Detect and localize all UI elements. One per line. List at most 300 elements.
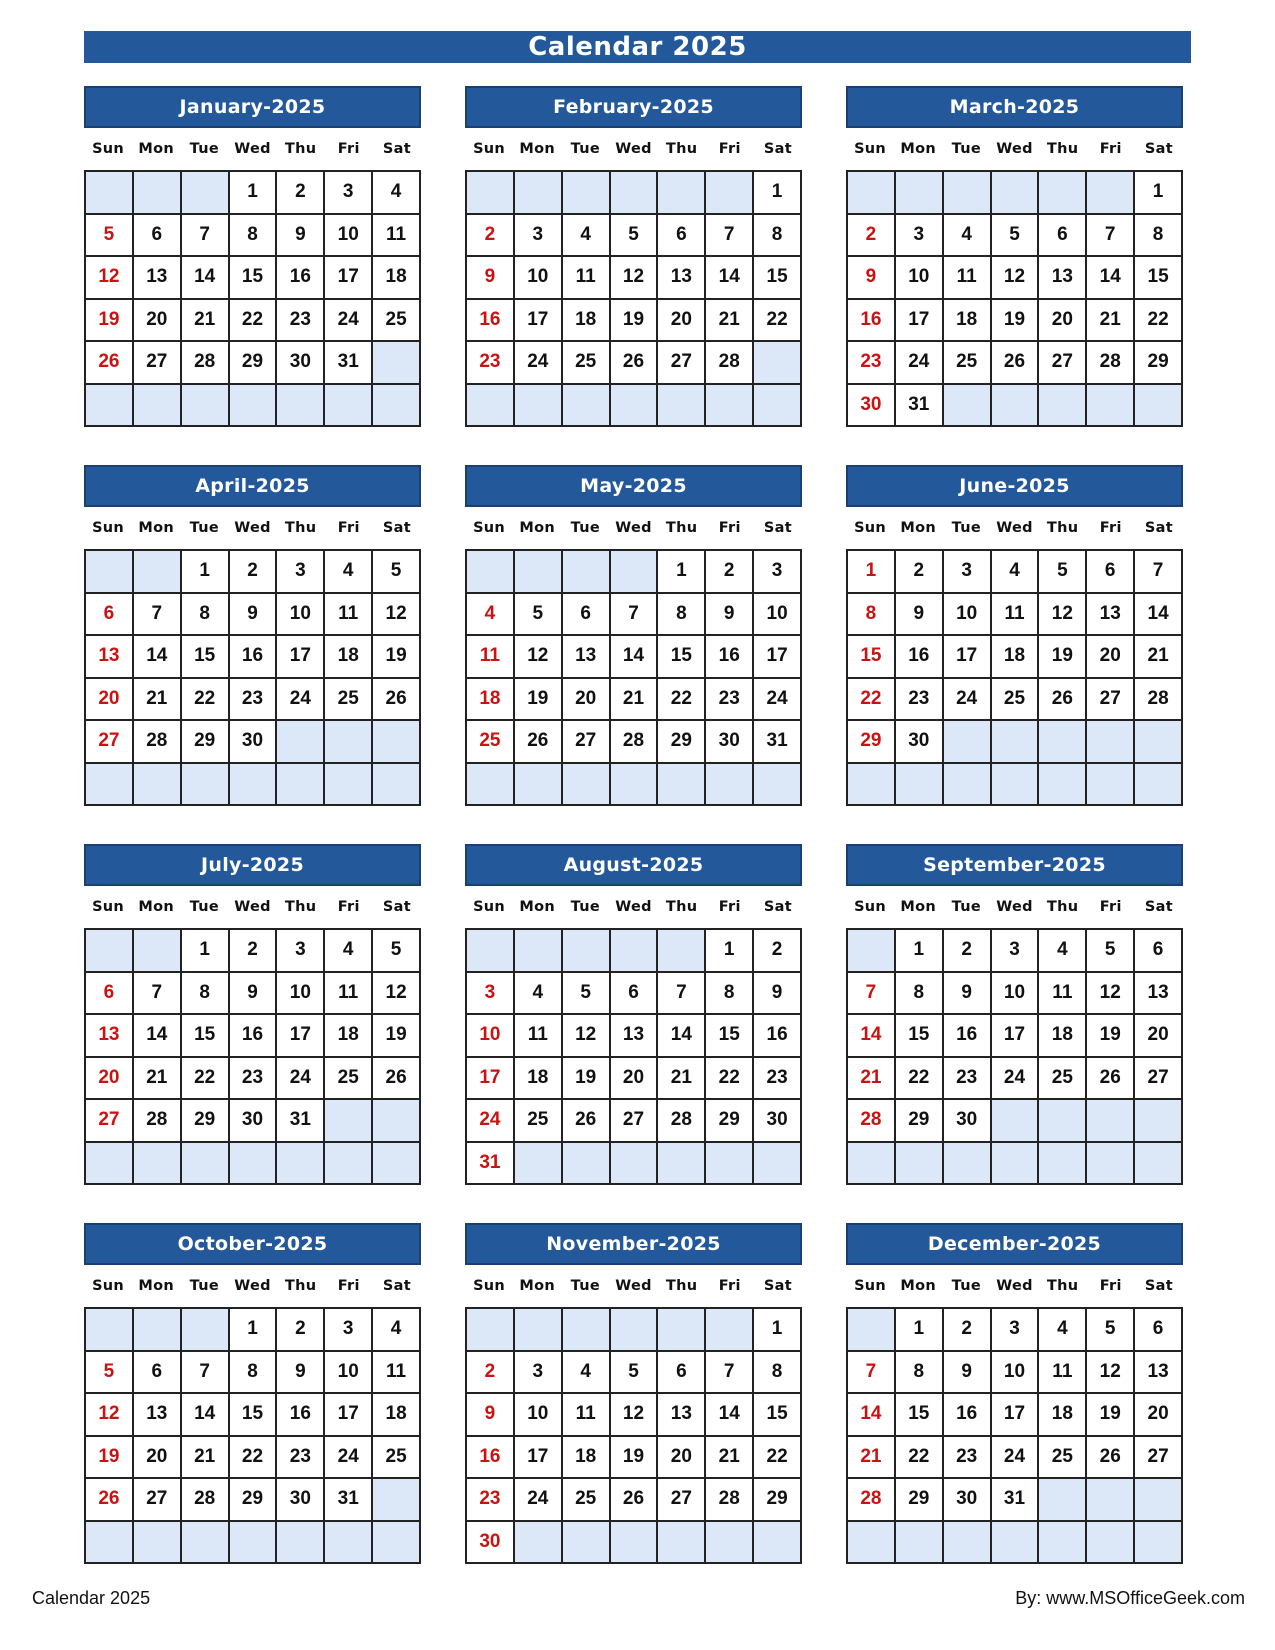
empty-day-cell bbox=[944, 172, 992, 215]
empty-day-cell bbox=[1087, 721, 1135, 764]
empty-day-cell bbox=[896, 764, 944, 807]
day-cell: 10 bbox=[277, 594, 325, 637]
day-cell: 11 bbox=[992, 594, 1040, 637]
empty-day-cell bbox=[86, 1143, 134, 1186]
day-cell: 3 bbox=[992, 930, 1040, 973]
empty-day-cell bbox=[86, 764, 134, 807]
empty-day-cell bbox=[86, 930, 134, 973]
day-cell: 9 bbox=[944, 1352, 992, 1395]
weekday-header-row bbox=[465, 1269, 802, 1303]
empty-day-cell bbox=[86, 1522, 134, 1565]
day-cell: 30 bbox=[230, 721, 278, 764]
day-cell: 20 bbox=[134, 1437, 182, 1480]
empty-day-cell bbox=[706, 172, 754, 215]
day-cell: 21 bbox=[611, 679, 659, 722]
weekday-label: Sat bbox=[382, 141, 411, 157]
day-cell: 23 bbox=[848, 342, 896, 385]
day-cell: 11 bbox=[467, 636, 515, 679]
weekday-label: Mon bbox=[519, 1278, 556, 1294]
day-cell: 22 bbox=[754, 300, 802, 343]
day-cell: 19 bbox=[1039, 636, 1087, 679]
day-grid bbox=[846, 928, 1183, 1185]
day-grid bbox=[84, 1307, 421, 1564]
empty-day-cell bbox=[754, 1143, 802, 1186]
weekday-header-row bbox=[846, 511, 1183, 545]
day-cell: 22 bbox=[896, 1058, 944, 1101]
empty-day-cell bbox=[373, 1522, 421, 1565]
empty-day-cell bbox=[658, 385, 706, 428]
empty-day-cell bbox=[277, 764, 325, 807]
weekday-label: Thu bbox=[1046, 1278, 1079, 1294]
weekday-label: Tue bbox=[951, 899, 982, 915]
empty-day-cell bbox=[134, 930, 182, 973]
weekday-label: Sat bbox=[1144, 1278, 1173, 1294]
footer-left-text: Calendar 2025 bbox=[32, 1588, 151, 1608]
day-cell: 6 bbox=[611, 973, 659, 1016]
day-cell: 1 bbox=[182, 930, 230, 973]
empty-day-cell bbox=[373, 342, 421, 385]
day-cell: 30 bbox=[706, 721, 754, 764]
day-cell: 16 bbox=[848, 300, 896, 343]
day-cell: 25 bbox=[373, 1437, 421, 1480]
day-cell: 13 bbox=[563, 636, 611, 679]
day-cell: 27 bbox=[1135, 1437, 1183, 1480]
day-cell: 12 bbox=[373, 594, 421, 637]
day-cell: 25 bbox=[563, 342, 611, 385]
weekday-label: Thu bbox=[284, 141, 317, 157]
empty-day-cell bbox=[706, 764, 754, 807]
day-cell: 8 bbox=[848, 594, 896, 637]
empty-day-cell bbox=[230, 1143, 278, 1186]
day-cell: 11 bbox=[1039, 1352, 1087, 1395]
day-cell: 13 bbox=[1087, 594, 1135, 637]
day-cell: 18 bbox=[373, 257, 421, 300]
day-cell: 20 bbox=[658, 300, 706, 343]
empty-day-cell bbox=[325, 721, 373, 764]
day-cell: 13 bbox=[658, 1394, 706, 1437]
day-cell: 21 bbox=[134, 679, 182, 722]
day-cell: 5 bbox=[611, 1352, 659, 1395]
day-cell: 24 bbox=[467, 1100, 515, 1143]
empty-day-cell bbox=[373, 1143, 421, 1186]
day-cell: 14 bbox=[848, 1394, 896, 1437]
day-cell: 28 bbox=[611, 721, 659, 764]
month-title: March-2025 bbox=[846, 86, 1183, 128]
day-cell: 25 bbox=[1039, 1437, 1087, 1480]
day-cell: 27 bbox=[611, 1100, 659, 1143]
day-grid bbox=[846, 1307, 1183, 1564]
weekday-label: Mon bbox=[519, 520, 556, 536]
day-cell: 14 bbox=[848, 1015, 896, 1058]
day-cell: 3 bbox=[515, 215, 563, 258]
day-cell: 22 bbox=[754, 1437, 802, 1480]
day-cell: 13 bbox=[134, 257, 182, 300]
day-cell: 29 bbox=[658, 721, 706, 764]
day-cell: 12 bbox=[563, 1015, 611, 1058]
empty-day-cell bbox=[848, 1309, 896, 1352]
day-cell: 13 bbox=[86, 636, 134, 679]
day-cell: 21 bbox=[182, 1437, 230, 1480]
day-cell: 26 bbox=[563, 1100, 611, 1143]
day-cell: 4 bbox=[515, 973, 563, 1016]
weekday-label: Fri bbox=[718, 141, 741, 157]
day-cell: 28 bbox=[706, 342, 754, 385]
empty-day-cell bbox=[277, 1143, 325, 1186]
day-cell: 5 bbox=[1087, 1309, 1135, 1352]
day-cell: 16 bbox=[467, 300, 515, 343]
month-title: November-2025 bbox=[465, 1223, 802, 1265]
empty-day-cell bbox=[325, 385, 373, 428]
empty-day-cell bbox=[1039, 1100, 1087, 1143]
day-cell: 6 bbox=[658, 1352, 706, 1395]
day-cell: 31 bbox=[754, 721, 802, 764]
empty-day-cell bbox=[563, 1309, 611, 1352]
weekday-header-row bbox=[84, 511, 421, 545]
day-cell: 2 bbox=[277, 1309, 325, 1352]
day-cell: 26 bbox=[611, 342, 659, 385]
weekday-label: Sat bbox=[1144, 899, 1173, 915]
empty-day-cell bbox=[515, 930, 563, 973]
day-cell: 25 bbox=[563, 1479, 611, 1522]
weekday-label: Sun bbox=[92, 141, 125, 157]
weekday-label: Wed bbox=[615, 899, 652, 915]
empty-day-cell bbox=[1039, 172, 1087, 215]
day-cell: 28 bbox=[182, 1479, 230, 1522]
day-cell: 22 bbox=[658, 679, 706, 722]
day-cell: 11 bbox=[373, 215, 421, 258]
month-block bbox=[84, 465, 421, 806]
weekday-label: Wed bbox=[996, 141, 1033, 157]
empty-day-cell bbox=[1135, 1100, 1183, 1143]
day-cell: 8 bbox=[754, 1352, 802, 1395]
empty-day-cell bbox=[1039, 721, 1087, 764]
month-title: September-2025 bbox=[846, 844, 1183, 886]
day-cell: 14 bbox=[706, 1394, 754, 1437]
day-cell: 14 bbox=[611, 636, 659, 679]
weekday-label: Tue bbox=[570, 141, 601, 157]
day-cell: 20 bbox=[1087, 636, 1135, 679]
day-cell: 14 bbox=[134, 1015, 182, 1058]
day-cell: 13 bbox=[611, 1015, 659, 1058]
day-cell: 10 bbox=[325, 1352, 373, 1395]
day-cell: 1 bbox=[848, 551, 896, 594]
day-cell: 19 bbox=[563, 1058, 611, 1101]
day-cell: 3 bbox=[992, 1309, 1040, 1352]
day-cell: 28 bbox=[134, 721, 182, 764]
day-cell: 24 bbox=[992, 1437, 1040, 1480]
day-cell: 22 bbox=[230, 300, 278, 343]
empty-day-cell bbox=[992, 721, 1040, 764]
day-cell: 26 bbox=[86, 342, 134, 385]
empty-day-cell bbox=[134, 172, 182, 215]
weekday-label: Fri bbox=[337, 520, 360, 536]
weekday-label: Sat bbox=[382, 1278, 411, 1294]
day-cell: 5 bbox=[563, 973, 611, 1016]
day-cell: 20 bbox=[563, 679, 611, 722]
day-cell: 11 bbox=[944, 257, 992, 300]
weekday-label: Tue bbox=[951, 520, 982, 536]
weekday-label: Wed bbox=[234, 899, 271, 915]
day-cell: 26 bbox=[373, 679, 421, 722]
day-cell: 8 bbox=[1135, 215, 1183, 258]
day-cell: 23 bbox=[944, 1058, 992, 1101]
day-cell: 7 bbox=[611, 594, 659, 637]
day-cell: 22 bbox=[706, 1058, 754, 1101]
day-cell: 19 bbox=[373, 1015, 421, 1058]
day-cell: 4 bbox=[563, 1352, 611, 1395]
weekday-label: Mon bbox=[900, 1278, 937, 1294]
day-grid bbox=[84, 928, 421, 1185]
month-title: August-2025 bbox=[465, 844, 802, 886]
weekday-label: Wed bbox=[615, 141, 652, 157]
empty-day-cell bbox=[563, 764, 611, 807]
weekday-label: Mon bbox=[138, 1278, 175, 1294]
month-block bbox=[846, 86, 1183, 427]
day-cell: 8 bbox=[658, 594, 706, 637]
day-cell: 20 bbox=[1135, 1015, 1183, 1058]
day-cell: 10 bbox=[944, 594, 992, 637]
weekday-label: Mon bbox=[138, 520, 175, 536]
day-cell: 5 bbox=[992, 215, 1040, 258]
empty-day-cell bbox=[706, 385, 754, 428]
empty-day-cell bbox=[611, 1522, 659, 1565]
empty-day-cell bbox=[325, 1522, 373, 1565]
day-cell: 9 bbox=[230, 973, 278, 1016]
month-block bbox=[465, 1223, 802, 1564]
weekday-label: Mon bbox=[138, 141, 175, 157]
empty-day-cell bbox=[658, 172, 706, 215]
empty-day-cell bbox=[658, 1143, 706, 1186]
weekday-label: Sun bbox=[473, 141, 506, 157]
empty-day-cell bbox=[134, 1309, 182, 1352]
empty-day-cell bbox=[611, 1143, 659, 1186]
day-cell: 19 bbox=[611, 300, 659, 343]
weekday-label: Sat bbox=[1144, 141, 1173, 157]
day-cell: 5 bbox=[1087, 930, 1135, 973]
day-cell: 18 bbox=[515, 1058, 563, 1101]
day-cell: 29 bbox=[230, 1479, 278, 1522]
empty-day-cell bbox=[1087, 385, 1135, 428]
day-cell: 7 bbox=[706, 215, 754, 258]
day-cell: 9 bbox=[848, 257, 896, 300]
day-cell: 4 bbox=[563, 215, 611, 258]
day-cell: 31 bbox=[325, 342, 373, 385]
empty-day-cell bbox=[467, 385, 515, 428]
day-cell: 26 bbox=[611, 1479, 659, 1522]
empty-day-cell bbox=[373, 721, 421, 764]
day-cell: 6 bbox=[86, 973, 134, 1016]
weekday-label: Fri bbox=[337, 899, 360, 915]
empty-day-cell bbox=[563, 1522, 611, 1565]
day-cell: 28 bbox=[848, 1100, 896, 1143]
empty-day-cell bbox=[944, 1522, 992, 1565]
day-cell: 12 bbox=[1039, 594, 1087, 637]
weekday-label: Mon bbox=[519, 141, 556, 157]
empty-day-cell bbox=[754, 1522, 802, 1565]
day-cell: 21 bbox=[134, 1058, 182, 1101]
day-cell: 8 bbox=[182, 973, 230, 1016]
day-cell: 24 bbox=[515, 1479, 563, 1522]
day-cell: 3 bbox=[896, 215, 944, 258]
day-cell: 13 bbox=[1039, 257, 1087, 300]
day-cell: 24 bbox=[325, 300, 373, 343]
day-cell: 28 bbox=[1135, 679, 1183, 722]
empty-day-cell bbox=[325, 1143, 373, 1186]
day-cell: 9 bbox=[944, 973, 992, 1016]
day-cell: 15 bbox=[754, 257, 802, 300]
day-cell: 10 bbox=[515, 1394, 563, 1437]
weekday-label: Thu bbox=[665, 899, 698, 915]
empty-day-cell bbox=[658, 930, 706, 973]
weekday-label: Mon bbox=[900, 520, 937, 536]
day-cell: 28 bbox=[658, 1100, 706, 1143]
day-cell: 21 bbox=[706, 300, 754, 343]
empty-day-cell bbox=[754, 342, 802, 385]
weekday-label: Tue bbox=[951, 141, 982, 157]
day-cell: 16 bbox=[944, 1394, 992, 1437]
day-cell: 8 bbox=[896, 1352, 944, 1395]
empty-day-cell bbox=[182, 1309, 230, 1352]
day-cell: 23 bbox=[706, 679, 754, 722]
weekday-label: Fri bbox=[1099, 141, 1122, 157]
weekday-label: Fri bbox=[718, 899, 741, 915]
day-cell: 24 bbox=[277, 679, 325, 722]
day-cell: 4 bbox=[944, 215, 992, 258]
day-cell: 4 bbox=[325, 551, 373, 594]
day-cell: 2 bbox=[706, 551, 754, 594]
month-block bbox=[846, 844, 1183, 1185]
day-cell: 1 bbox=[706, 930, 754, 973]
day-cell: 25 bbox=[373, 300, 421, 343]
day-cell: 4 bbox=[1039, 930, 1087, 973]
empty-day-cell bbox=[515, 551, 563, 594]
weekday-label: Thu bbox=[1046, 899, 1079, 915]
day-cell: 20 bbox=[1039, 300, 1087, 343]
day-cell: 13 bbox=[658, 257, 706, 300]
month-title: February-2025 bbox=[465, 86, 802, 128]
weekday-label: Thu bbox=[1046, 141, 1079, 157]
empty-day-cell bbox=[134, 1522, 182, 1565]
empty-day-cell bbox=[611, 1309, 659, 1352]
weekday-label: Thu bbox=[284, 520, 317, 536]
empty-day-cell bbox=[86, 385, 134, 428]
empty-day-cell bbox=[230, 764, 278, 807]
weekday-label: Wed bbox=[234, 1278, 271, 1294]
empty-day-cell bbox=[325, 1100, 373, 1143]
day-cell: 23 bbox=[896, 679, 944, 722]
day-cell: 10 bbox=[325, 215, 373, 258]
month-block bbox=[465, 465, 802, 806]
month-title: December-2025 bbox=[846, 1223, 1183, 1265]
day-cell: 21 bbox=[848, 1058, 896, 1101]
weekday-label: Sat bbox=[763, 520, 792, 536]
day-cell: 7 bbox=[182, 215, 230, 258]
day-cell: 25 bbox=[944, 342, 992, 385]
day-cell: 16 bbox=[896, 636, 944, 679]
day-cell: 24 bbox=[992, 1058, 1040, 1101]
day-cell: 7 bbox=[658, 973, 706, 1016]
empty-day-cell bbox=[373, 1100, 421, 1143]
weekday-label: Thu bbox=[1046, 520, 1079, 536]
day-cell: 16 bbox=[944, 1015, 992, 1058]
empty-day-cell bbox=[467, 930, 515, 973]
day-cell: 11 bbox=[563, 1394, 611, 1437]
empty-day-cell bbox=[896, 172, 944, 215]
empty-day-cell bbox=[944, 385, 992, 428]
weekday-label: Thu bbox=[665, 1278, 698, 1294]
weekday-label: Tue bbox=[189, 141, 220, 157]
weekday-label: Sun bbox=[473, 899, 506, 915]
day-cell: 24 bbox=[515, 342, 563, 385]
day-cell: 30 bbox=[848, 385, 896, 428]
day-cell: 7 bbox=[706, 1352, 754, 1395]
day-cell: 18 bbox=[467, 679, 515, 722]
day-cell: 15 bbox=[706, 1015, 754, 1058]
day-cell: 24 bbox=[944, 679, 992, 722]
day-cell: 17 bbox=[944, 636, 992, 679]
day-cell: 9 bbox=[467, 257, 515, 300]
weekday-header-row bbox=[846, 1269, 1183, 1303]
day-cell: 3 bbox=[325, 1309, 373, 1352]
day-cell: 3 bbox=[467, 973, 515, 1016]
day-cell: 7 bbox=[848, 1352, 896, 1395]
day-cell: 12 bbox=[1087, 1352, 1135, 1395]
day-cell: 27 bbox=[658, 1479, 706, 1522]
day-cell: 27 bbox=[86, 721, 134, 764]
day-cell: 5 bbox=[86, 1352, 134, 1395]
day-cell: 28 bbox=[848, 1479, 896, 1522]
weekday-label: Thu bbox=[284, 899, 317, 915]
day-cell: 26 bbox=[373, 1058, 421, 1101]
month-title: January-2025 bbox=[84, 86, 421, 128]
day-cell: 9 bbox=[277, 215, 325, 258]
day-cell: 5 bbox=[611, 215, 659, 258]
day-cell: 30 bbox=[896, 721, 944, 764]
weekday-label: Wed bbox=[996, 1278, 1033, 1294]
day-cell: 15 bbox=[848, 636, 896, 679]
empty-day-cell bbox=[944, 1143, 992, 1186]
day-cell: 14 bbox=[1135, 594, 1183, 637]
day-cell: 19 bbox=[1087, 1394, 1135, 1437]
day-cell: 10 bbox=[896, 257, 944, 300]
day-cell: 26 bbox=[1087, 1058, 1135, 1101]
empty-day-cell bbox=[182, 764, 230, 807]
day-cell: 12 bbox=[992, 257, 1040, 300]
day-cell: 6 bbox=[1135, 1309, 1183, 1352]
day-cell: 27 bbox=[563, 721, 611, 764]
day-cell: 2 bbox=[467, 215, 515, 258]
day-cell: 31 bbox=[277, 1100, 325, 1143]
day-cell: 29 bbox=[848, 721, 896, 764]
empty-day-cell bbox=[182, 1522, 230, 1565]
day-cell: 28 bbox=[706, 1479, 754, 1522]
day-cell: 23 bbox=[277, 300, 325, 343]
empty-day-cell bbox=[1135, 1479, 1183, 1522]
day-cell: 29 bbox=[896, 1100, 944, 1143]
day-cell: 20 bbox=[134, 300, 182, 343]
weekday-label: Sat bbox=[1144, 520, 1173, 536]
empty-day-cell bbox=[848, 1143, 896, 1186]
weekday-label: Sun bbox=[854, 899, 887, 915]
empty-day-cell bbox=[611, 930, 659, 973]
day-cell: 27 bbox=[134, 1479, 182, 1522]
empty-day-cell bbox=[182, 385, 230, 428]
weekday-label: Thu bbox=[665, 520, 698, 536]
day-cell: 23 bbox=[467, 1479, 515, 1522]
empty-day-cell bbox=[277, 385, 325, 428]
day-cell: 13 bbox=[1135, 973, 1183, 1016]
day-cell: 17 bbox=[992, 1394, 1040, 1437]
